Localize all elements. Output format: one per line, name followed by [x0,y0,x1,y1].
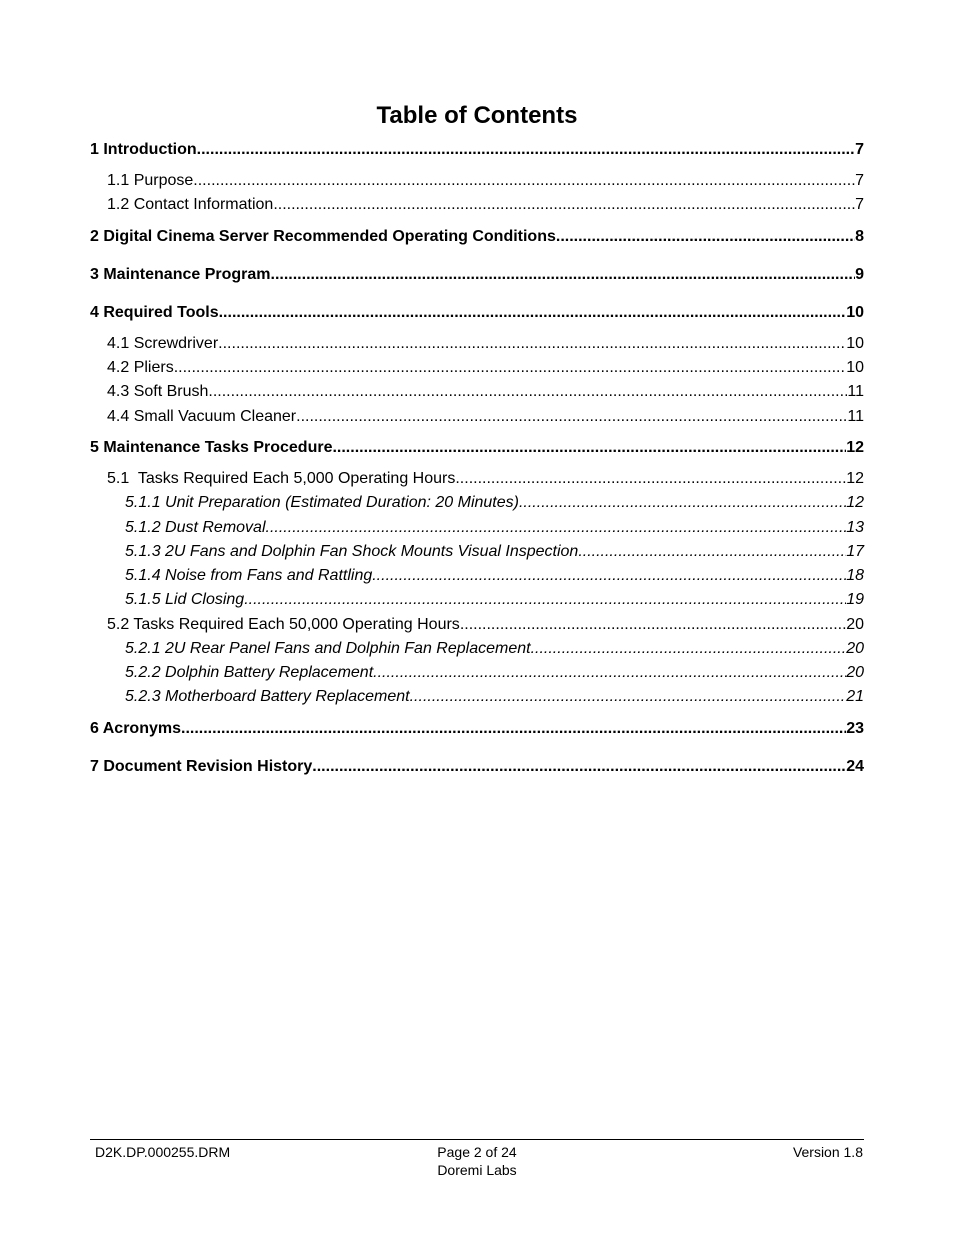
toc-entry-label: 4.1 Screwdriver [107,335,219,352]
toc-dot-leader [266,518,847,538]
toc-entry-label: 5.1.5 Lid Closing [125,591,245,608]
footer-version: Version 1.8 [792,1144,863,1160]
footer-page-number: Page 2 of 24 [437,1144,517,1160]
toc-entry-page: 12 [846,439,864,456]
toc-entry-label: 5.2.1 2U Rear Panel Fans and Dolphin Fan Replacement [125,640,531,657]
toc-entry-page: 11 [847,408,864,425]
toc-entry-label: 5.2.3 Motherboard Battery Replacement [125,688,410,705]
toc-entry[interactable] [90,265,864,285]
toc-dot-leader [218,334,846,354]
toc-entry-page: 20 [846,664,864,681]
toc-entry-label: 1.1 Purpose [107,172,194,189]
toc-entry-label: 1.2 Contact Information [107,196,274,213]
toc-entry-label: 1 Introduction [90,141,197,158]
toc-entry-label: 7 Document Revision History [90,758,313,775]
toc-dot-leader [373,663,846,683]
toc-dot-leader [273,195,855,215]
toc-entry-label: 3 Maintenance Program [90,266,271,283]
toc-dot-leader [296,407,847,427]
toc-entry[interactable] [90,757,864,777]
toc-entry[interactable] [107,407,864,427]
toc-entry[interactable] [107,615,864,635]
toc-entry-label: 5.1.3 2U Fans and Dolphin Fan Shock Mounts Visual Inspection [125,543,579,560]
toc-entry[interactable] [90,438,864,458]
toc-entry-page: 21 [846,688,864,705]
toc-dot-leader [208,382,847,402]
toc-dot-leader [332,438,846,458]
toc-dot-leader [219,303,847,323]
footer-divider [90,1139,864,1140]
footer-document-id: D2K.DP.000255.DRM [95,1144,231,1160]
toc-entry-page: 10 [846,304,864,321]
footer-company: Doremi Labs [437,1162,517,1178]
toc-entry-label: 5 Maintenance Tasks Procedure [90,439,333,456]
toc-dot-leader [181,719,846,739]
toc-dot-leader [312,757,846,777]
toc-entry-label: 4.2 Pliers [107,359,174,376]
toc-entry-page: 12 [846,470,864,487]
toc-entry-page: 10 [846,335,864,352]
toc-dot-leader [460,615,846,635]
toc-entry[interactable] [107,382,864,402]
toc-entry-page: 7 [855,141,864,158]
toc-entry-page: 8 [855,228,864,245]
toc-entry-page: 9 [855,266,864,283]
toc-entry-label: 4.4 Small Vacuum Cleaner [107,408,297,425]
toc-entry-page: 12 [846,494,864,511]
toc-entry[interactable] [107,469,864,489]
toc-entry[interactable] [125,663,864,683]
toc-dot-leader [197,140,855,160]
toc-entry[interactable] [90,719,864,739]
toc-entry[interactable] [125,687,864,707]
toc-dot-leader [455,469,846,489]
toc-entry-page: 18 [846,567,864,584]
toc-entry[interactable] [125,518,864,538]
toc-dot-leader [271,265,856,285]
toc-entry[interactable] [107,171,864,191]
toc-entry-label: 4 Required Tools [90,304,219,321]
toc-entry[interactable] [125,639,864,659]
toc-entry[interactable] [125,542,864,562]
toc-entry[interactable] [107,195,864,215]
toc-dot-leader [531,639,847,659]
toc-entry-page: 19 [846,591,864,608]
toc-dot-leader [372,566,846,586]
toc-entry[interactable] [107,334,864,354]
toc-entry-page: 20 [846,616,864,633]
toc-entry-label: 4.3 Soft Brush [107,383,209,400]
toc-entry-label: 5.1.2 Dust Removal [125,519,266,536]
toc-entry-page: 7 [855,196,864,213]
toc-dot-leader [410,687,847,707]
toc-entry-page: 23 [846,720,864,737]
toc-entry[interactable] [125,493,864,513]
toc-entry[interactable] [90,227,864,247]
toc-dot-leader [556,227,855,247]
toc-entry-page: 17 [846,543,864,560]
toc-entry-page: 20 [846,640,864,657]
toc-entry-label: 5.2 Tasks Required Each 50,000 Operating Hours [107,616,460,633]
toc-entry-label: 6 Acronyms [90,720,181,737]
toc-dot-leader [578,542,846,562]
toc-entry[interactable] [107,358,864,378]
toc-dot-leader [193,171,855,191]
toc-entry[interactable] [125,590,864,610]
toc-entry-label: 5.1 Tasks Required Each 5,000 Operating Hours [107,470,456,487]
toc-entry-page: 10 [846,359,864,376]
toc-dot-leader [519,493,846,513]
toc-entry-label: 2 Digital Cinema Server Recommended Operating Conditions [90,228,556,245]
page-title: Table of Contents [376,102,578,129]
footer-center [377,1143,577,1179]
toc-entry-label: 5.1.4 Noise from Fans and Rattling [125,567,373,584]
toc-entry-page: 11 [847,383,864,400]
toc-entry-page: 13 [846,519,864,536]
toc-dot-leader [174,358,847,378]
toc-dot-leader [244,590,846,610]
toc-entry-label: 5.1.1 Unit Preparation (Estimated Duration: 20 Minutes) [125,494,519,511]
toc-entry-page: 24 [846,758,864,775]
toc-entry[interactable] [125,566,864,586]
toc-entry[interactable] [90,140,864,160]
toc-entry[interactable] [90,303,864,323]
toc-entry-page: 7 [855,172,864,189]
toc-entry-label: 5.2.2 Dolphin Battery Replacement [125,664,374,681]
